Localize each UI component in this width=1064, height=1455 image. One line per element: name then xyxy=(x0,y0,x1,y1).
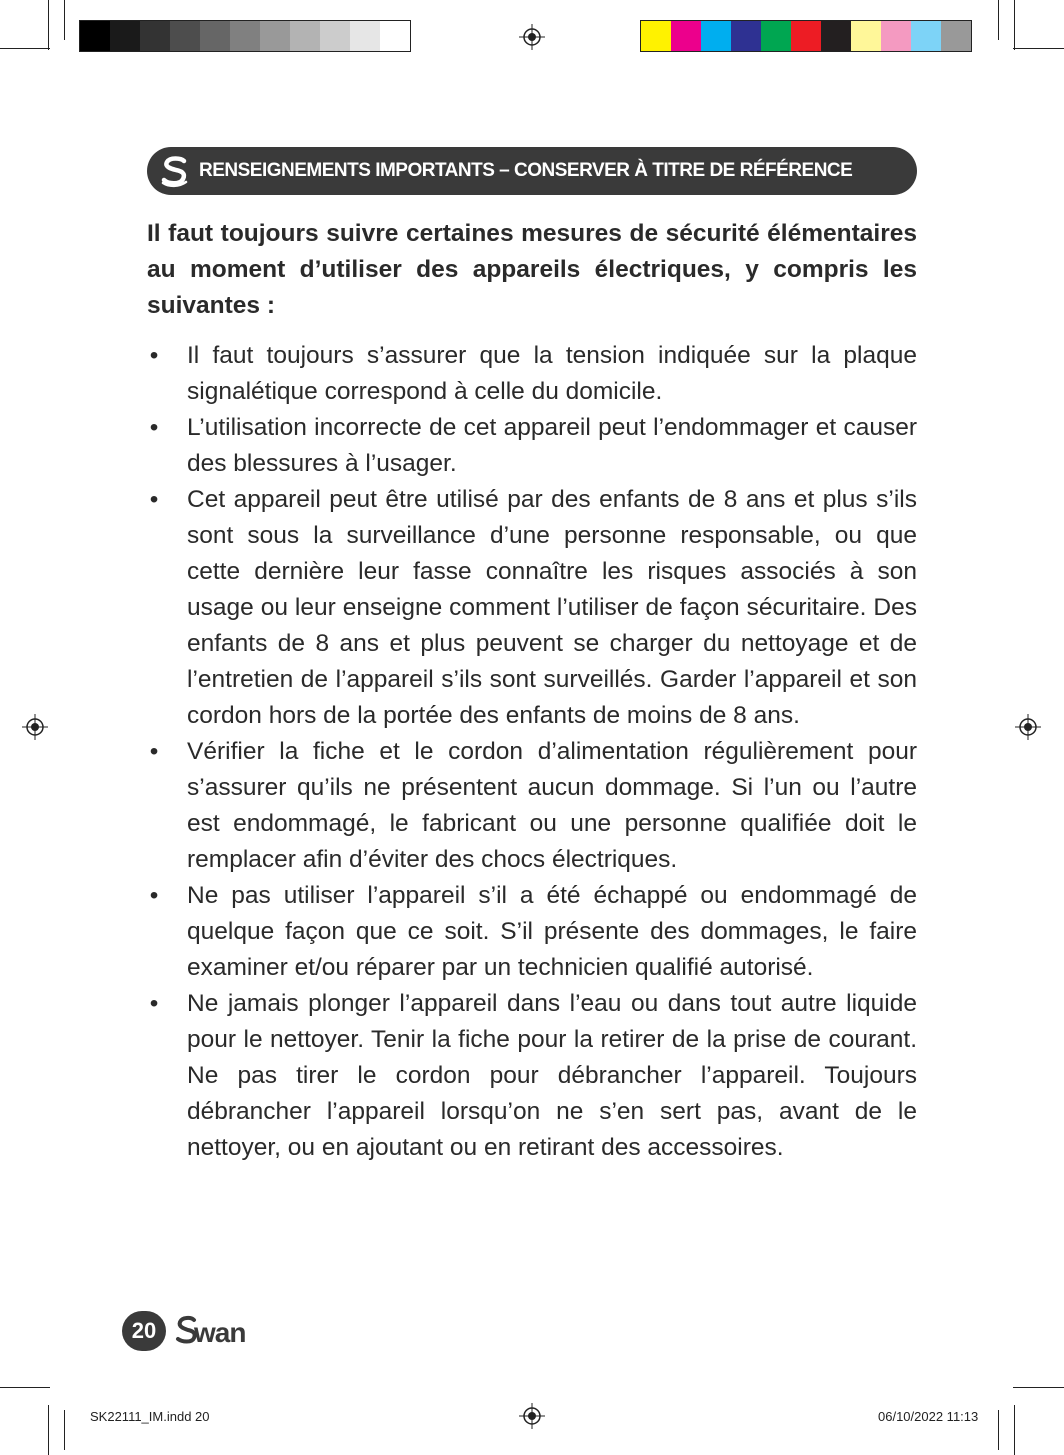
color-swatch xyxy=(320,21,350,51)
crop-mark xyxy=(998,0,999,40)
color-swatch xyxy=(671,21,701,51)
crop-mark xyxy=(1013,1387,1064,1388)
crop-mark xyxy=(1014,1405,1015,1455)
color-swatch xyxy=(290,21,320,51)
color-swatch xyxy=(731,21,761,51)
color-swatch xyxy=(911,21,941,51)
crop-mark xyxy=(48,1405,49,1455)
swan-s-logo-icon xyxy=(153,149,197,193)
color-swatch xyxy=(941,21,971,51)
list-item xyxy=(147,734,917,878)
color-swatch xyxy=(140,21,170,51)
color-swatch xyxy=(170,21,200,51)
list-item-text: Ne pas utiliser l’appareil s’il a été échappé ou endommagé de quelque façon que ce soit. S’il présente des dommages, le faire examiner et/ou réparer par un technicien qualifié autorisé. xyxy=(187,882,917,981)
crop-mark xyxy=(64,0,65,40)
list-item-text: Cet appareil peut être utilisé par des enfants de 8 ans et plus s’ils sont sous la surveillance d’une personne responsable, ou que cette dernière leur fasse connaître les risques associés à son usage ou leur enseigne comment l’utiliser de façon sécuritaire. Des enfants de 8 ans et plus peuvent se charger du nettoyage et de l’entretien de l’appareil s’ils sont surveillés. Garder l’appareil et son cordon hors de la portée des enfants de moins de 8 ans. xyxy=(187,486,917,729)
color-swatch xyxy=(110,21,140,51)
color-swatch xyxy=(641,21,671,51)
list-item xyxy=(147,410,917,482)
color-swatch xyxy=(821,21,851,51)
color-swatch xyxy=(260,21,290,51)
color-swatch xyxy=(701,21,731,51)
list-item-text: Il faut toujours s’assurer que la tension indiquée sur la plaque signalétique correspond à celle du domicile. xyxy=(187,342,917,405)
color-swatch xyxy=(380,21,410,51)
cmyk-color-bar xyxy=(640,20,972,52)
list-item-text: L’utilisation incorrecte de cet appareil peut l’endommager et causer des blessures à l’usager. xyxy=(187,414,917,477)
registration-mark-icon xyxy=(519,24,545,50)
bullet-icon: • xyxy=(149,738,159,765)
list-item xyxy=(147,878,917,986)
intro-paragraph: Il faut toujours suivre certaines mesures de sécurité élémentaires au moment d’utiliser des appareils électriques, y compris les suivantes : xyxy=(147,220,917,319)
section-header-banner xyxy=(147,147,917,195)
safety-bullet-list xyxy=(147,338,917,1166)
bullet-icon: • xyxy=(149,990,159,1017)
bullet-icon: • xyxy=(149,882,159,909)
swan-brand-logo xyxy=(174,1311,278,1351)
bullet-icon: • xyxy=(149,342,159,369)
registration-mark-icon xyxy=(519,1403,545,1429)
color-swatch xyxy=(761,21,791,51)
list-item xyxy=(147,482,917,734)
color-swatch xyxy=(200,21,230,51)
color-swatch xyxy=(851,21,881,51)
bullet-icon: • xyxy=(149,486,159,513)
crop-mark xyxy=(1014,0,1015,50)
crop-mark xyxy=(48,0,49,50)
color-swatch xyxy=(791,21,821,51)
page-number: 20 xyxy=(122,1311,166,1351)
color-swatch xyxy=(230,21,260,51)
crop-mark xyxy=(998,1410,999,1450)
registration-mark-icon xyxy=(1015,714,1041,740)
list-item-text: Ne jamais plonger l’appareil dans l’eau ou dans tout autre liquide pour le nettoyer. Tenir la fiche pour la retirer de la prise de courant. Ne pas tirer le cordon pour débrancher l’appareil. Toujours débrancher l’appareil lorsqu’on ne s’en sert pas, avant de le nettoyer, ou en ajoutant ou en retirant des accessoires. xyxy=(187,990,917,1161)
list-item-text: Vérifier la fiche et le cordon d’alimentation régulièrement pour s’assurer qu’ils ne présentent aucun dommage. Si l’un ou l’autre est endommagé, le fabricant ou une personne qualifiée doit le remplacer afin d’éviter des chocs électriques. xyxy=(187,738,917,873)
print-slug-filename: SK22111_IM.indd 20 xyxy=(90,1409,210,1424)
list-item xyxy=(147,986,917,1166)
bullet-icon: • xyxy=(149,414,159,441)
print-slug-date: 06/10/2022 11:13 xyxy=(878,1409,979,1424)
crop-mark xyxy=(64,1410,65,1450)
banner-title: RENSEIGNEMENTS IMPORTANTS – CONSERVER À TITRE DE RÉFÉRENCE xyxy=(199,160,853,181)
crop-mark xyxy=(1013,48,1064,49)
color-swatch xyxy=(350,21,380,51)
svg-text:wan: wan xyxy=(194,1317,246,1348)
color-swatch xyxy=(80,21,110,51)
list-item xyxy=(147,338,917,410)
registration-mark-icon xyxy=(22,714,48,740)
crop-mark xyxy=(0,1387,50,1388)
crop-mark xyxy=(0,48,50,49)
grayscale-color-bar xyxy=(79,20,411,52)
color-swatch xyxy=(881,21,911,51)
